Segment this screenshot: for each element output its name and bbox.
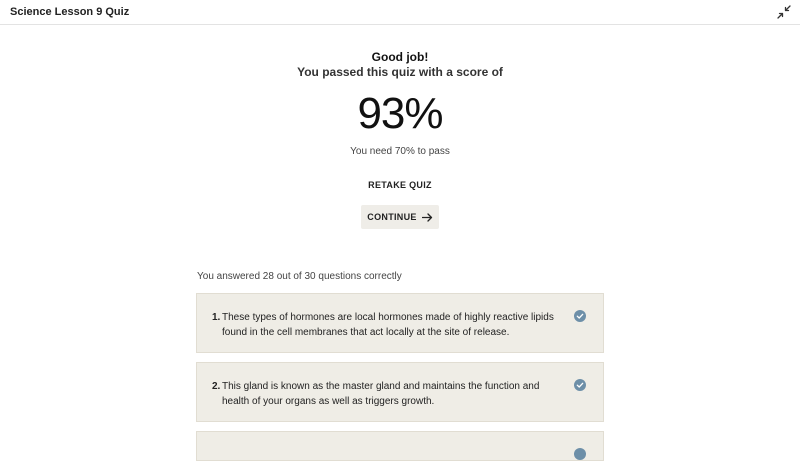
continue-button[interactable] [361, 205, 439, 229]
top-bar [0, 0, 800, 25]
check-circle-icon [574, 379, 586, 391]
question-card[interactable] [196, 431, 604, 461]
pass-requirement: You need 70% to pass [350, 146, 450, 157]
question-number: 1. [212, 312, 221, 323]
quiz-title: Science Lesson 9 Quiz [10, 6, 130, 18]
retake-quiz-link[interactable]: RETAKE QUIZ [368, 180, 432, 190]
result-subline: You passed this quiz with a score of [297, 65, 503, 79]
question-text: This gland is known as the master gland and maintains the function and health of your organs as well as triggers growth. [222, 381, 540, 407]
collapse-arrows-icon[interactable] [776, 4, 792, 20]
question-list [196, 293, 604, 470]
question-card[interactable] [196, 293, 604, 353]
answers-summary: You answered 28 out of 30 questions correctly [197, 271, 402, 282]
question-card[interactable] [196, 362, 604, 422]
continue-label: CONTINUE [367, 212, 417, 222]
question-number: 2. [212, 381, 221, 392]
score-value: 93% [357, 89, 443, 138]
result-headline: Good job! [371, 50, 429, 64]
arrow-right-icon [422, 213, 433, 222]
question-text: These types of hormones are local hormones made of highly reactive lipids found in the cell membranes that act locally at the site of release. [222, 312, 554, 338]
check-circle-icon [574, 310, 586, 322]
result-panel [0, 50, 800, 229]
